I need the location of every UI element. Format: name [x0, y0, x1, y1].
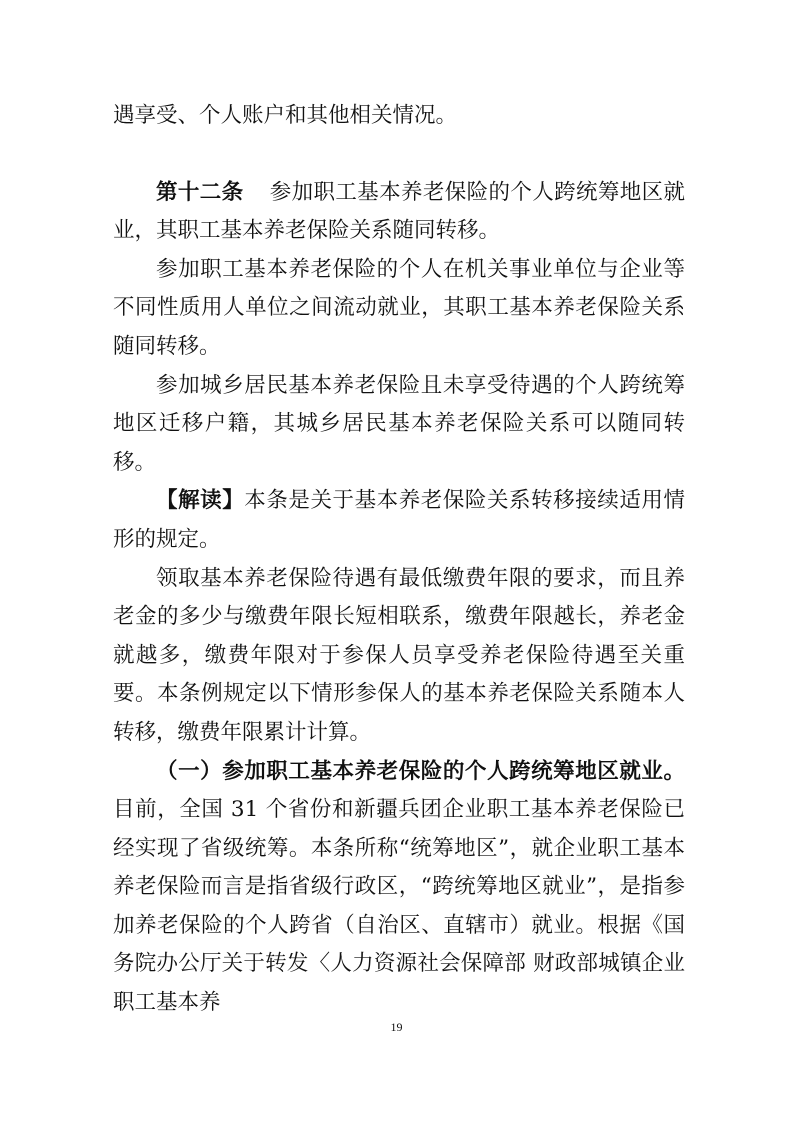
article-heading: 第十二条	[156, 179, 244, 205]
article-paragraph	[113, 174, 685, 251]
item-one-text: 目前，全国 31 个省份和新疆兵团企业职工基本养老保险已经实现了省级统筹。本条所称“统筹地区”，就企业职工基本养老保险而言是指省级行政区，“跨统筹地区就业”，是指参加养老保险的个人跨省（自治区、直辖市）就业。根据《国务院办公厅关于转发〈人力资源社会保障部 财政部城镇企业职工基本养	[113, 797, 685, 1016]
explanation-paragraph: 领取基本养老保险待遇有最低缴费年限的要求，而且养老金的多少与缴费年限长短相联系，缴费年限越长，养老金就越多，缴费年限对于参保人员享受养老保险待遇至关重要。本条例规定以下情形参保人的基本养老保险关系随本人转移，缴费年限累计计算。	[113, 565, 685, 745]
interpretation-text: 本条是关于基本养老保险关系转移接续适用情形的规定。	[113, 488, 685, 552]
interpretation-label: 【解读】	[156, 488, 245, 514]
article-text: 参加职工基本养老保险的个人跨统筹地区就业，其职工基本养老保险关系随同转移。	[113, 179, 685, 244]
continued-paragraph: 遇享受、个人账户和其他相关情况。	[113, 103, 458, 128]
paragraph-gap	[113, 136, 685, 174]
page-number: 19	[390, 1020, 403, 1034]
item-one-heading: （一）参加职工基本养老保险的个人跨统筹地区就业。	[156, 758, 685, 784]
interpretation-paragraph	[113, 482, 685, 559]
article-clause-3: 参加城乡居民基本养老保险且未享受待遇的个人跨统筹地区迁移户籍，其城乡居民基本养老保险关系可以随同转移。	[113, 372, 685, 475]
article-clause-2: 参加职工基本养老保险的个人在机关事业单位与企业等不同性质用人单位之间流动就业，其职工基本养老保险关系随同转移。	[113, 256, 685, 359]
document-body	[113, 97, 685, 1023]
item-one-paragraph	[113, 753, 685, 1023]
